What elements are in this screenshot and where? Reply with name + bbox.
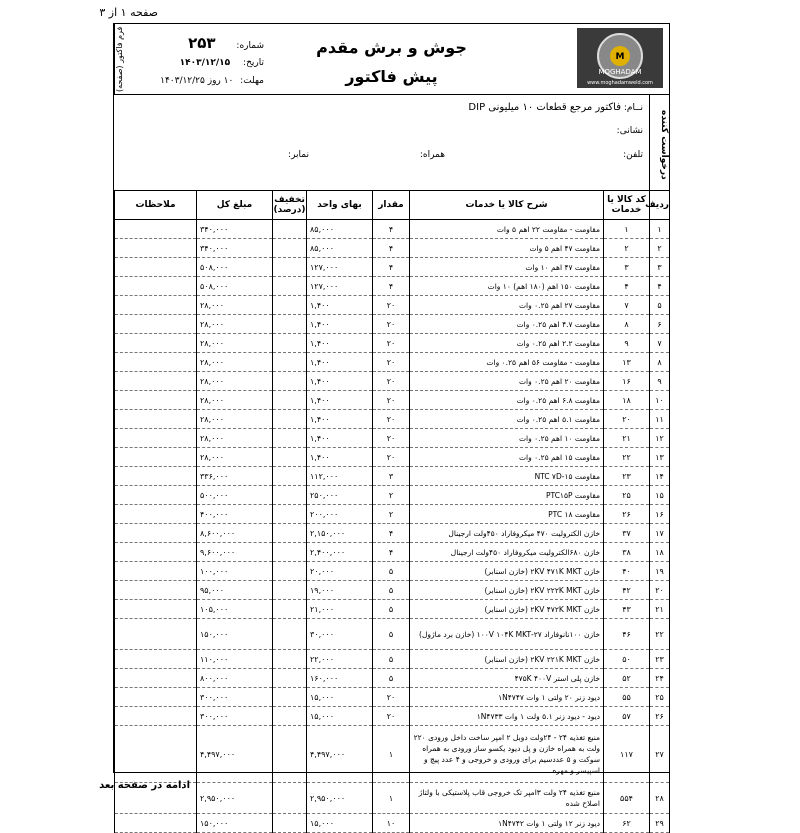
total-cell: ۲۸,۰۰۰ [197, 296, 273, 315]
table-row [115, 296, 670, 315]
total-cell: ۳۴۰,۰۰۰ [197, 220, 273, 239]
row-number-cell: ۱۷ [650, 524, 670, 543]
quantity-cell: ۲۰ [373, 315, 410, 334]
row-number-cell: ۱۳ [650, 448, 670, 467]
row-number-cell: ۸ [650, 353, 670, 372]
total-cell: ۲۸,۰۰۰ [197, 372, 273, 391]
unit-price-cell: ۲,۴۰۰,۰۰۰ [307, 543, 373, 562]
table-row [115, 726, 670, 783]
table-row [115, 239, 670, 258]
unit-price-cell: ۲۵۰,۰۰۰ [307, 486, 373, 505]
quantity-cell: ۵ [373, 562, 410, 581]
deadline-label: مهلت: [240, 76, 264, 86]
description-cell: مقاومت ۴۷ اهم ۱۰ وات [410, 258, 604, 277]
code-cell: ۱۸ [604, 391, 650, 410]
table-row [115, 429, 670, 448]
quantity-cell: ۲۰ [373, 296, 410, 315]
total-cell: ۱۵۰,۰۰۰ [197, 814, 273, 833]
unit-price-cell: ۲,۱۵۰,۰۰۰ [307, 524, 373, 543]
notes-cell [115, 239, 197, 258]
unit-price-cell: ۲۰۰,۰۰۰ [307, 505, 373, 524]
notes-cell [115, 258, 197, 277]
discount-cell [273, 410, 307, 429]
notes-cell [115, 669, 197, 688]
notes-cell [115, 410, 197, 429]
code-cell: ۲۵ [604, 486, 650, 505]
unit-price-cell: ۱,۴۰۰ [307, 353, 373, 372]
row-number-cell: ۲۵ [650, 688, 670, 707]
discount-cell [273, 783, 307, 814]
discount-cell [273, 353, 307, 372]
document-title: پیش فاکتور [345, 67, 438, 86]
row-number-cell: ۱۱ [650, 410, 670, 429]
page-indicator: صفحه ۱ از ۳ [99, 6, 158, 19]
notes-cell [115, 391, 197, 410]
quantity-cell: ۱۰ [373, 814, 410, 833]
table-header-row [115, 191, 670, 220]
notes-cell [115, 334, 197, 353]
table-row [115, 353, 670, 372]
description-cell: مقاومت ۴۷ اهم ۵ وات [410, 239, 604, 258]
description-cell: خازن الکترولیت ۴۷۰ میکروفاراد ۴۵۰ولت ارجینال [410, 524, 604, 543]
quantity-cell: ۲۰ [373, 707, 410, 726]
unit-price-cell: ۱,۴۰۰ [307, 410, 373, 429]
code-cell: ۸ [604, 315, 650, 334]
quantity-cell: ۴ [373, 220, 410, 239]
table-row [115, 410, 670, 429]
row-number-cell: ۲۸ [650, 783, 670, 814]
header-total: مبلغ کل [197, 191, 273, 220]
code-cell: ۴۲ [604, 581, 650, 600]
description-cell: خازن ۲KV ۲۲۲K MKT (خازن اسنابر) [410, 581, 604, 600]
description-cell: خازن ۲KV ۲۲۱K MKT (خازن اسنابر) [410, 650, 604, 669]
table-row [115, 372, 670, 391]
table-row [115, 220, 670, 239]
code-cell: ۲۱ [604, 429, 650, 448]
table-row [115, 650, 670, 669]
number-value: ۲۵۳ [188, 34, 216, 52]
notes-cell [115, 372, 197, 391]
unit-price-cell: ۸۵,۰۰۰ [307, 220, 373, 239]
company-logo [577, 28, 663, 88]
unit-price-cell: ۸۵,۰۰۰ [307, 239, 373, 258]
date-label: تاریخ: [243, 58, 264, 68]
notes-cell [115, 562, 197, 581]
quantity-cell: ۲۰ [373, 410, 410, 429]
notes-cell [115, 726, 197, 783]
total-cell: ۲۸,۰۰۰ [197, 429, 273, 448]
description-cell: مقاومت ۵.۱ اهم ۰.۲۵ وات [410, 410, 604, 429]
table-row [115, 707, 670, 726]
description-cell: خازن پلی استر ۴۷۵K ۴۰۰V [410, 669, 604, 688]
notes-cell [115, 543, 197, 562]
company-name: جوش و برش مقدم [316, 38, 467, 57]
table-row [115, 258, 670, 277]
quantity-cell: ۴ [373, 277, 410, 296]
row-number-cell: ۱۶ [650, 505, 670, 524]
requester-name [468, 102, 643, 113]
discount-cell [273, 467, 307, 486]
table-row [115, 277, 670, 296]
total-cell: ۲,۹۵۰,۰۰۰ [197, 783, 273, 814]
row-number-cell: ۲۰ [650, 581, 670, 600]
total-cell: ۲۸,۰۰۰ [197, 315, 273, 334]
row-number-cell: ۲۱ [650, 600, 670, 619]
row-number-cell: ۴ [650, 277, 670, 296]
discount-cell [273, 315, 307, 334]
code-cell: ۴۶ [604, 619, 650, 650]
row-number-cell: ۲۴ [650, 669, 670, 688]
notes-cell [115, 429, 197, 448]
continued-note: ادامه در صفحه بعد [99, 780, 190, 791]
total-cell: ۳۴۰,۰۰۰ [197, 239, 273, 258]
notes-cell [115, 448, 197, 467]
total-cell: ۴۰۰,۰۰۰ [197, 505, 273, 524]
quantity-cell: ۵ [373, 600, 410, 619]
discount-cell [273, 669, 307, 688]
table-row [115, 467, 670, 486]
notes-cell [115, 353, 197, 372]
quantity-cell: ۴ [373, 258, 410, 277]
number-label: شماره: [236, 41, 264, 51]
unit-price-cell: ۱۵,۰۰۰ [307, 707, 373, 726]
code-cell: ۲۲ [604, 448, 650, 467]
unit-price-cell: ۱,۴۰۰ [307, 448, 373, 467]
discount-cell [273, 619, 307, 650]
table-row [115, 334, 670, 353]
total-cell: ۱۰۰,۰۰۰ [197, 562, 273, 581]
code-cell: ۵۷ [604, 707, 650, 726]
quantity-cell: ۲۰ [373, 448, 410, 467]
table-row [115, 524, 670, 543]
table-row [115, 688, 670, 707]
notes-cell [115, 650, 197, 669]
name-value: فاکتور مرجع قطعات ۱۰ میلیونی DIP [468, 102, 621, 113]
row-number-cell: ۱۰ [650, 391, 670, 410]
table-row [115, 783, 670, 814]
unit-price-cell: ۱۹,۰۰۰ [307, 581, 373, 600]
description-cell: مقاومت ۱۵ اهم ۰.۲۵ وات [410, 448, 604, 467]
description-cell: مقاومت - مقاومت ۵۶ اهم ۰.۲۵ وات [410, 353, 604, 372]
logo-mark: M [615, 52, 625, 62]
notes-cell [115, 486, 197, 505]
discount-cell [273, 524, 307, 543]
unit-price-cell: ۱,۴۰۰ [307, 296, 373, 315]
notes-cell [115, 315, 197, 334]
code-cell: ۳۷ [604, 524, 650, 543]
row-number-cell: ۲۹ [650, 814, 670, 833]
quantity-cell: ۴ [373, 524, 410, 543]
row-number-cell: ۱۲ [650, 429, 670, 448]
notes-cell [115, 688, 197, 707]
unit-price-cell: ۱,۴۰۰ [307, 391, 373, 410]
discount-cell [273, 726, 307, 783]
name-label: نــام: [623, 103, 643, 113]
description-cell: خازن ۲KV ۴۷۲K MKT (خازن اسنابر) [410, 600, 604, 619]
table-row [115, 315, 670, 334]
notes-cell [115, 524, 197, 543]
unit-price-cell: ۱۵,۰۰۰ [307, 688, 373, 707]
logo-site: www.moghadamweld.com [587, 80, 653, 86]
notes-cell [115, 600, 197, 619]
row-number-cell: ۱۹ [650, 562, 670, 581]
total-cell: ۳۰۰,۰۰۰ [197, 688, 273, 707]
code-cell: ۵۵۴ [604, 783, 650, 814]
header-discount: تخفیف (درصد) [273, 191, 307, 220]
unit-price-cell: ۱۲۷,۰۰۰ [307, 258, 373, 277]
code-cell: ۲ [604, 239, 650, 258]
code-cell: ۹ [604, 334, 650, 353]
row-number-cell: ۷ [650, 334, 670, 353]
code-cell: ۴۰ [604, 562, 650, 581]
quantity-cell: ۲۰ [373, 334, 410, 353]
code-cell: ۱ [604, 220, 650, 239]
code-cell: ۵۵ [604, 688, 650, 707]
description-cell: دیود زنر ۱۲ ولتی ۱ وات ۱N۴۷۴۲ [410, 814, 604, 833]
quantity-cell: ۲۰ [373, 353, 410, 372]
total-cell: ۱۰۵,۰۰۰ [197, 600, 273, 619]
notes-cell [115, 277, 197, 296]
discount-cell [273, 581, 307, 600]
row-number-cell: ۱۴ [650, 467, 670, 486]
phone-label: تلفن: [623, 150, 643, 160]
discount-cell [273, 562, 307, 581]
logo-text: MOGHADAM [598, 68, 642, 76]
unit-price-cell: ۱۶۰,۰۰۰ [307, 669, 373, 688]
discount-cell [273, 814, 307, 833]
total-cell: ۹۵,۰۰۰ [197, 581, 273, 600]
unit-price-cell: ۴,۴۹۷,۰۰۰ [307, 726, 373, 783]
description-cell: مقاومت ۲۷ اهم ۰.۲۵ وات [410, 296, 604, 315]
code-cell: ۲۰ [604, 410, 650, 429]
quantity-cell: ۵ [373, 669, 410, 688]
quantity-cell: ۲۰ [373, 688, 410, 707]
discount-cell [273, 258, 307, 277]
quantity-cell: ۴ [373, 543, 410, 562]
description-cell: خازن ۱۰۰نانوفاراد ۲۷-۱۰۰V ۱۰۴K MKT (خازن برد ماژول) [410, 619, 604, 650]
notes-cell [115, 505, 197, 524]
header-description: شرح کالا یا خدمات [410, 191, 604, 220]
unit-price-cell: ۱,۴۰۰ [307, 372, 373, 391]
header-unit-price: بهای واحد [307, 191, 373, 220]
unit-price-cell: ۲۰,۰۰۰ [307, 562, 373, 581]
discount-cell [273, 543, 307, 562]
quantity-cell: ۵ [373, 650, 410, 669]
description-cell: منبع تغذیه ۲۴ - ۲۴ولت دوبل ۲ امپر ساخت داخل ورودی ۲۲۰ ولت به همراه خازن و پل دیود یکسو ساز ورودی به همراه سوکت و ۵ عددسیم برای ورودی و خروجی و ۴ عدد پیچ و اسپیسر و مهره [410, 726, 604, 783]
quantity-cell: ۲ [373, 486, 410, 505]
unit-price-cell: ۱,۴۰۰ [307, 429, 373, 448]
total-cell: ۲۸,۰۰۰ [197, 353, 273, 372]
quantity-cell: ۵ [373, 581, 410, 600]
table-row [115, 581, 670, 600]
code-cell: ۴ [604, 277, 650, 296]
row-number-cell: ۵ [650, 296, 670, 315]
discount-cell [273, 448, 307, 467]
total-cell: ۳۰۰,۰۰۰ [197, 707, 273, 726]
code-cell: ۱۱۷ [604, 726, 650, 783]
quantity-cell: ۱ [373, 783, 410, 814]
total-cell: ۵۰۸,۰۰۰ [197, 277, 273, 296]
invoice-header [114, 24, 669, 95]
description-cell: مقاومت - مقاومت ۲۲ اهم ۵ وات [410, 220, 604, 239]
unit-price-cell: ۱,۴۰۰ [307, 315, 373, 334]
description-cell: مقاومت ۲.۲ اهم ۰.۲۵ وات [410, 334, 604, 353]
description-cell: مقاومت ۱۰ اهم ۰.۲۵ وات [410, 429, 604, 448]
discount-cell [273, 650, 307, 669]
notes-cell [115, 581, 197, 600]
row-number-cell: ۶ [650, 315, 670, 334]
code-cell: ۵۲ [604, 669, 650, 688]
code-cell: ۲۳ [604, 467, 650, 486]
table-row [115, 543, 670, 562]
description-cell: خازن ۶۸۰الکترولیت میکروفاراد ۴۵۰ولت ارجینال [410, 543, 604, 562]
date-value: ۱۴۰۳/۱۲/۱۵ [179, 58, 231, 68]
notes-cell [115, 619, 197, 650]
header-notes: ملاحظات [115, 191, 197, 220]
quantity-cell: ۱ [373, 726, 410, 783]
total-cell: ۹,۶۰۰,۰۰۰ [197, 543, 273, 562]
row-number-cell: ۲۲ [650, 619, 670, 650]
description-cell: مقاومت ۱۸ PTC [410, 505, 604, 524]
quantity-cell: ۲۰ [373, 429, 410, 448]
total-cell: ۳۳۶,۰۰۰ [197, 467, 273, 486]
total-cell: ۴,۴۹۷,۰۰۰ [197, 726, 273, 783]
form-tag: فرم فاکتور (صفحه) [114, 24, 136, 94]
row-number-cell: ۲۳ [650, 650, 670, 669]
requester-tag: درخواست کننده [649, 94, 669, 190]
quantity-cell: ۵ [373, 619, 410, 650]
discount-cell [273, 296, 307, 315]
header-row-number: ردیف [650, 191, 670, 220]
discount-cell [273, 220, 307, 239]
notes-cell [115, 467, 197, 486]
discount-cell [273, 707, 307, 726]
code-cell: ۳۸ [604, 543, 650, 562]
discount-cell [273, 372, 307, 391]
unit-price-cell: ۲۱,۰۰۰ [307, 600, 373, 619]
total-cell: ۵۰۰,۰۰۰ [197, 486, 273, 505]
discount-cell [273, 391, 307, 410]
deadline-value: ۱۰ روز ۱۴۰۳/۱۲/۲۵ [160, 76, 234, 86]
table-row [115, 448, 670, 467]
total-cell: ۲۸,۰۰۰ [197, 448, 273, 467]
total-cell: ۸۰۰,۰۰۰ [197, 669, 273, 688]
items-table [114, 190, 670, 833]
code-cell: ۱۶ [604, 372, 650, 391]
row-number-cell: ۲۷ [650, 726, 670, 783]
code-cell: ۱۳ [604, 353, 650, 372]
discount-cell [273, 429, 307, 448]
notes-cell [115, 814, 197, 833]
description-cell: مقاومت ۴.۷ اهم ۰.۲۵ وات [410, 315, 604, 334]
code-cell: ۳ [604, 258, 650, 277]
quantity-cell: ۴ [373, 239, 410, 258]
description-cell: دیود - دیود زنر ۵.۱ ولت ۱ وات ۱N۴۷۳۳ [410, 707, 604, 726]
discount-cell [273, 486, 307, 505]
row-number-cell: ۳ [650, 258, 670, 277]
notes-cell [115, 707, 197, 726]
row-number-cell: ۲ [650, 239, 670, 258]
table-row [115, 562, 670, 581]
discount-cell [273, 600, 307, 619]
unit-price-cell: ۱۱۲,۰۰۰ [307, 467, 373, 486]
row-number-cell: ۱ [650, 220, 670, 239]
unit-price-cell: ۱۲۷,۰۰۰ [307, 277, 373, 296]
total-cell: ۲۸,۰۰۰ [197, 410, 273, 429]
row-number-cell: ۹ [650, 372, 670, 391]
table-row [115, 486, 670, 505]
table-row [115, 600, 670, 619]
quantity-cell: ۲۰ [373, 372, 410, 391]
description-cell: مقاومت ۲۰ اهم ۰.۲۵ وات [410, 372, 604, 391]
row-number-cell: ۱۵ [650, 486, 670, 505]
code-cell: ۷ [604, 296, 650, 315]
table-row [115, 619, 670, 650]
unit-price-cell: ۱,۴۰۰ [307, 334, 373, 353]
total-cell: ۱۵۰,۰۰۰ [197, 619, 273, 650]
code-cell: ۶۲ [604, 814, 650, 833]
unit-price-cell: ۱۵,۰۰۰ [307, 814, 373, 833]
description-cell: مقاومت PTC۱۵P [410, 486, 604, 505]
code-cell: ۵۰ [604, 650, 650, 669]
header-quantity: مقدار [373, 191, 410, 220]
notes-cell [115, 220, 197, 239]
description-cell: مقاومت ۱۵۰ اهم (۱۸۰ اهم) ۱۰ وات [410, 277, 604, 296]
discount-cell [273, 277, 307, 296]
table-row [115, 814, 670, 833]
discount-cell [273, 505, 307, 524]
code-cell: ۴۳ [604, 600, 650, 619]
quantity-cell: ۳ [373, 467, 410, 486]
description-cell: مقاومت NTC ۷D-۱۵ [410, 467, 604, 486]
row-number-cell: ۱۸ [650, 543, 670, 562]
total-cell: ۱۱۰,۰۰۰ [197, 650, 273, 669]
total-cell: ۸,۶۰۰,۰۰۰ [197, 524, 273, 543]
description-cell: مقاومت ۶.۸ اهم ۰.۲۵ وات [410, 391, 604, 410]
unit-price-cell: ۲۲,۰۰۰ [307, 650, 373, 669]
header-code: کد کالا یا خدمات [604, 191, 650, 220]
unit-price-cell: ۳۰,۰۰۰ [307, 619, 373, 650]
notes-cell [115, 296, 197, 315]
requester-section [114, 94, 669, 191]
description-cell: خازن ۲KV ۴۷۱K MKT (خازن اسنابر) [410, 562, 604, 581]
total-cell: ۵۰۸,۰۰۰ [197, 258, 273, 277]
code-cell: ۲۶ [604, 505, 650, 524]
total-cell: ۲۸,۰۰۰ [197, 334, 273, 353]
description-cell: دیود زنر ۲۰ ولتی ۱ وات ۱N۴۷۴۷ [410, 688, 604, 707]
row-number-cell: ۲۶ [650, 707, 670, 726]
quantity-cell: ۲۰ [373, 391, 410, 410]
discount-cell [273, 688, 307, 707]
discount-cell [273, 239, 307, 258]
description-cell: منبع تغذیه ۲۴ ولت ۳امپر تک خروجی قاب پلاستیکی با ولتاژ اصلاح شده [410, 783, 604, 814]
table-row [115, 669, 670, 688]
unit-price-cell: ۲,۹۵۰,۰۰۰ [307, 783, 373, 814]
fax-label: نمابر: [288, 150, 309, 160]
table-row [115, 391, 670, 410]
quantity-cell: ۲ [373, 505, 410, 524]
mobile-label: همراه: [419, 150, 445, 160]
table-row [115, 505, 670, 524]
total-cell: ۲۸,۰۰۰ [197, 391, 273, 410]
discount-cell [273, 334, 307, 353]
address-label: نشانی: [616, 126, 643, 136]
